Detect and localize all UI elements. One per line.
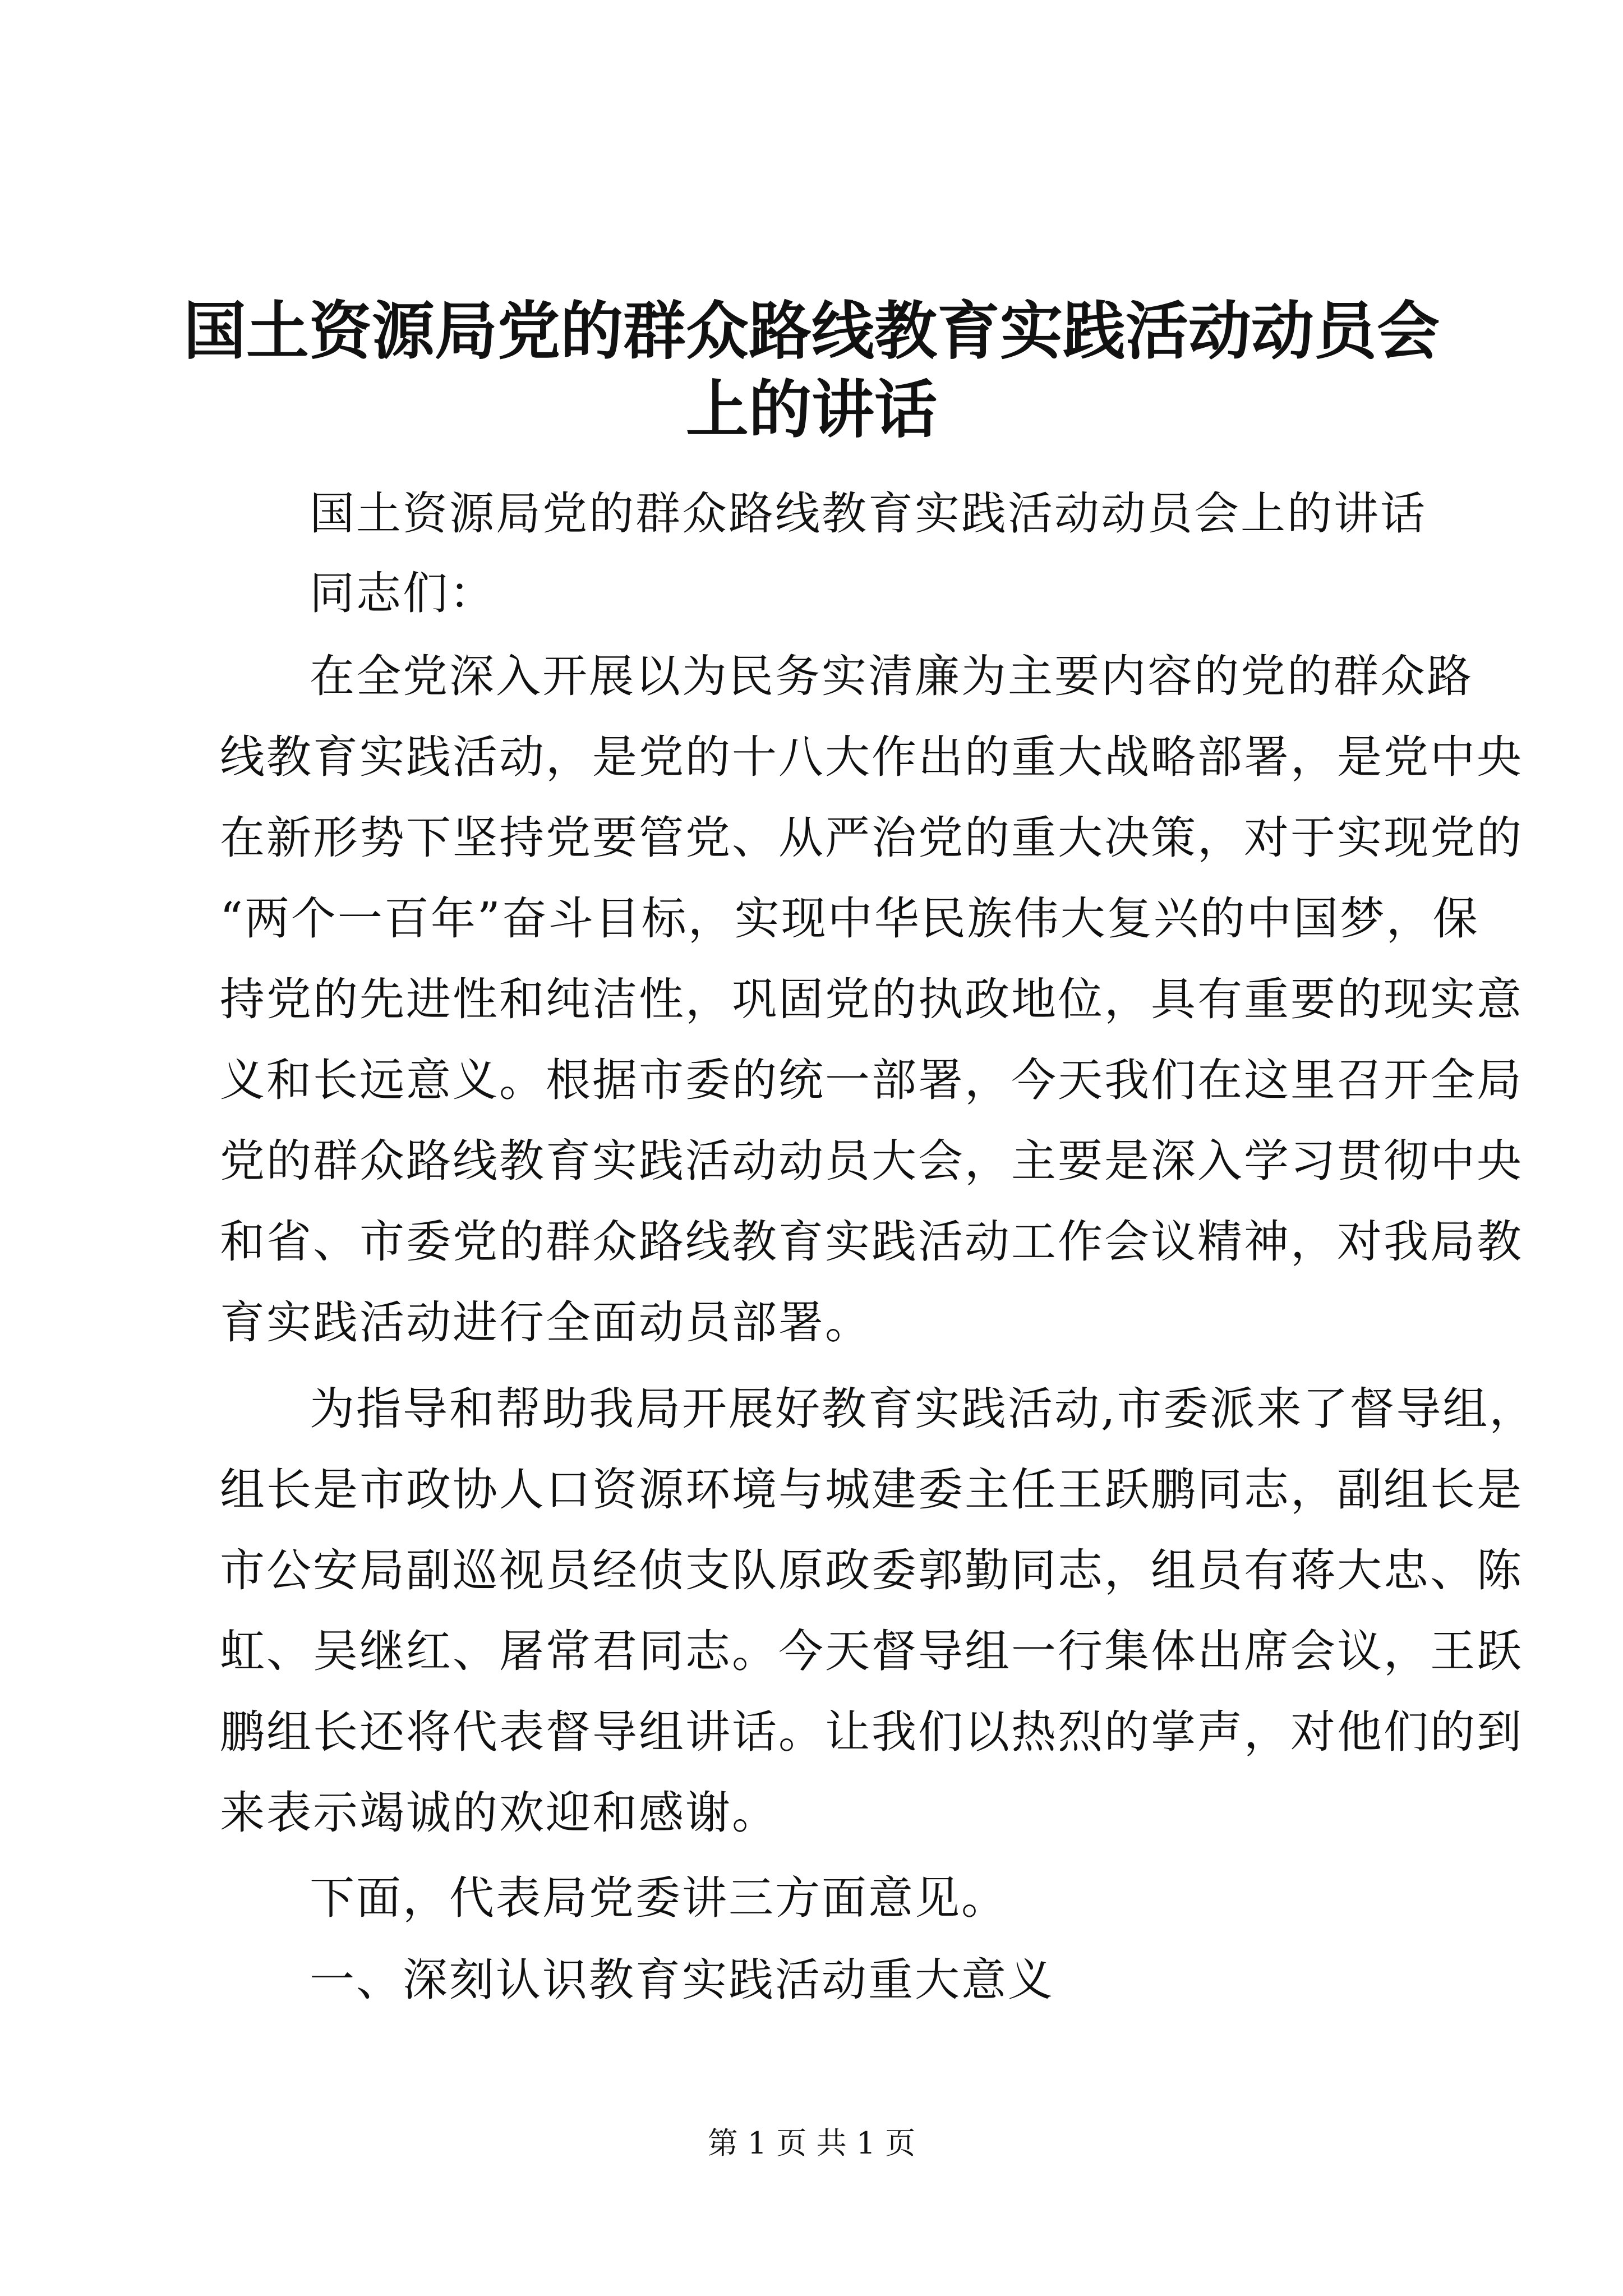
body-line: 党的群众路线教育实践活动动员大会，主要是深入学习贯彻中央	[220, 1135, 1523, 1187]
body-line: 育实践活动进行全面动员部署。	[220, 1296, 872, 1349]
page-footer: 第 1 页 共 1 页	[707, 2125, 916, 2161]
body-line: 下面，代表局党委讲三方面意见。	[310, 1872, 1008, 1924]
document-title-line-1: 国土资源局党的群众路线教育实践活动动员会	[183, 295, 1440, 368]
document-body	[220, 0, 1536, 2019]
body-line: 国土资源局党的群众路线教育实践活动动员会上的讲话	[310, 487, 1427, 540]
body-line: “两个一百年”奋斗目标，实现中华民族伟大复兴的中国梦，保	[220, 892, 1479, 945]
body-line: 线教育实践活动，是党的十八大作出的重大战略部署，是党中央	[220, 731, 1523, 783]
document-title-line-2: 上的讲话	[686, 373, 937, 447]
body-line: 来表示竭诚的欢迎和感谢。	[220, 1787, 778, 1839]
body-line: 市公安局副巡视员经侦支队原政委郭勤同志，组员有蒋大忠、陈	[220, 1544, 1523, 1596]
body-line: 在新形势下坚持党要管党、从严治党的重大决策，对于实现党的	[220, 812, 1523, 864]
body-line: 同志们：	[310, 567, 496, 619]
body-line: 在全党深入开展以为民务实清廉为主要内容的党的群众路	[310, 650, 1473, 702]
body-line: 一、深刻认识教育实践活动重大意义	[310, 1954, 1054, 2006]
body-line: 组长是市政协人口资源环境与城建委主任王跃鹏同志，副组长是	[220, 1464, 1523, 1516]
body-line: 和省、市委党的群众路线教育实践活动工作会议精神，对我局教	[220, 1216, 1523, 1268]
body-line: 虹、吴继红、屠常君同志。今天督导组一行集体出席会议，王跃	[220, 1625, 1523, 1677]
body-line: 持党的先进性和纯洁性，巩固党的执政地位，具有重要的现实意	[220, 973, 1523, 1025]
body-line: 义和长远意义。根据市委的统一部署，今天我们在这里召开全局	[220, 1054, 1523, 1106]
body-line: 鹏组长还将代表督导组讲话。让我们以热烈的掌声，对他们的到	[220, 1706, 1523, 1758]
body-line: 为指导和帮助我局开展好教育实践活动,市委派来了督导组，	[310, 1383, 1536, 1435]
